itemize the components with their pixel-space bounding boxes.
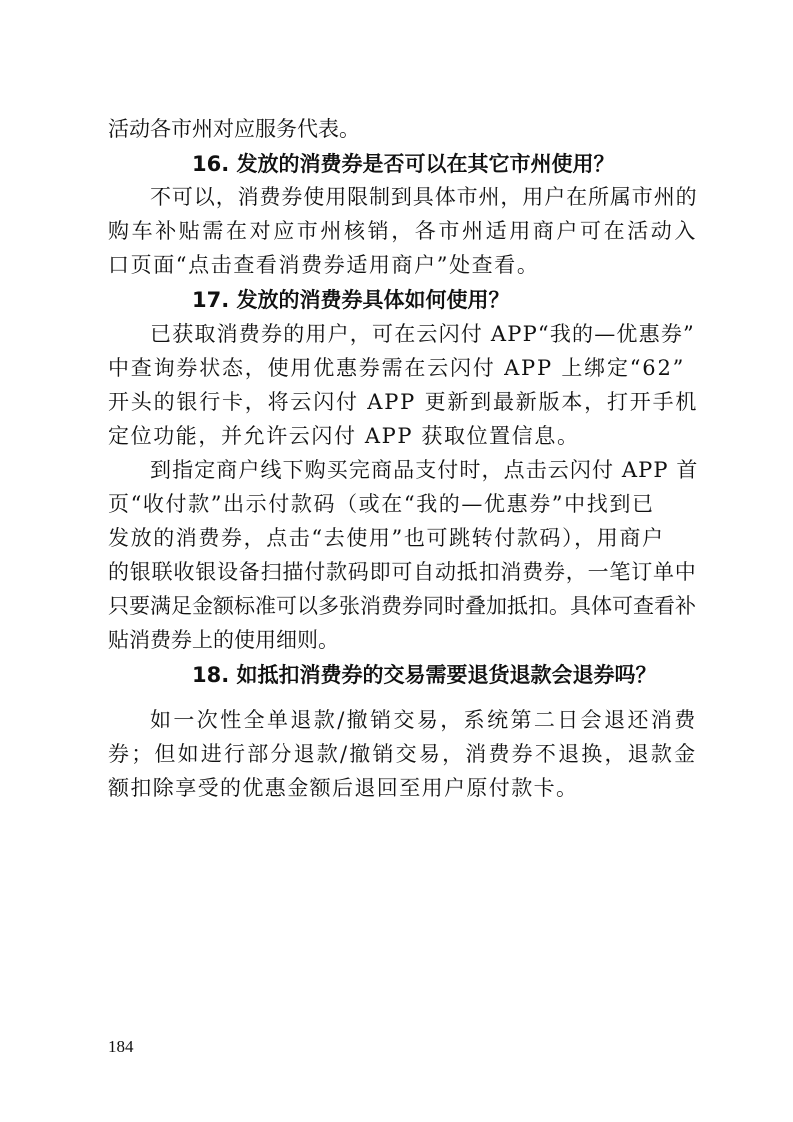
section-heading-18: 18. 如抵扣消费券的交易需要退货退款会退券吗？ bbox=[192, 663, 657, 687]
paragraph-line: 到指定商户线下购买完商品支付时，点击云闪付 APP 首 bbox=[150, 458, 699, 482]
paragraph-line: 中查询券状态，使用优惠券需在云闪付 APP 上绑定“62” bbox=[108, 356, 686, 380]
paragraph-line: 开头的银行卡，将云闪付 APP 更新到最新版本，打开手机 bbox=[108, 390, 699, 414]
paragraph-line: 口页面“点击查看消费券适用商户”处查看。 bbox=[108, 253, 540, 277]
paragraph-line: 活动各市州对应服务代表。 bbox=[108, 117, 360, 141]
paragraph-line: 如一次性全单退款/撤销交易，系统第二日会退还消费 bbox=[150, 708, 698, 732]
paragraph-line: 购车补贴需在对应市州核销，各市州适用商户可在活动入 bbox=[108, 219, 698, 243]
paragraph-line: 不可以，消费券使用限制到具体市州，用户在所属市州的 bbox=[150, 185, 698, 209]
paragraph-line: 定位功能，并允许云闪付 APP 获取位置信息。 bbox=[108, 424, 580, 448]
paragraph-line: 的银联收银设备扫描付款码即可自动抵扣消费券，一笔订单中 bbox=[108, 560, 697, 584]
paragraph-line: 额扣除享受的优惠金额后退回至用户原付款卡。 bbox=[108, 776, 579, 800]
section-heading-17: 17. 发放的消费券具体如何使用？ bbox=[192, 288, 510, 312]
paragraph-line: 发放的消费券，点击“去使用”也可跳转付款码），用商户 bbox=[108, 526, 665, 550]
paragraph-line: 页“收付款”出示付款码（或在“我的—优惠券”中找到已 bbox=[108, 492, 655, 516]
page-number: 184 bbox=[108, 1037, 134, 1056]
paragraph-line: 已获取消费券的用户，可在云闪付 APP“我的—优惠券” bbox=[150, 322, 695, 346]
section-heading-16: 16. 发放的消费券是否可以在其它市州使用？ bbox=[192, 152, 615, 176]
paragraph-line: 券；但如进行部分退款/撤销交易，消费券不退换，退款金 bbox=[108, 742, 698, 766]
paragraph-line: 贴消费券上的使用细则。 bbox=[108, 628, 339, 652]
paragraph-line: 只要满足金额标准可以多张消费券同时叠加抵扣。具体可查看补 bbox=[108, 594, 696, 618]
